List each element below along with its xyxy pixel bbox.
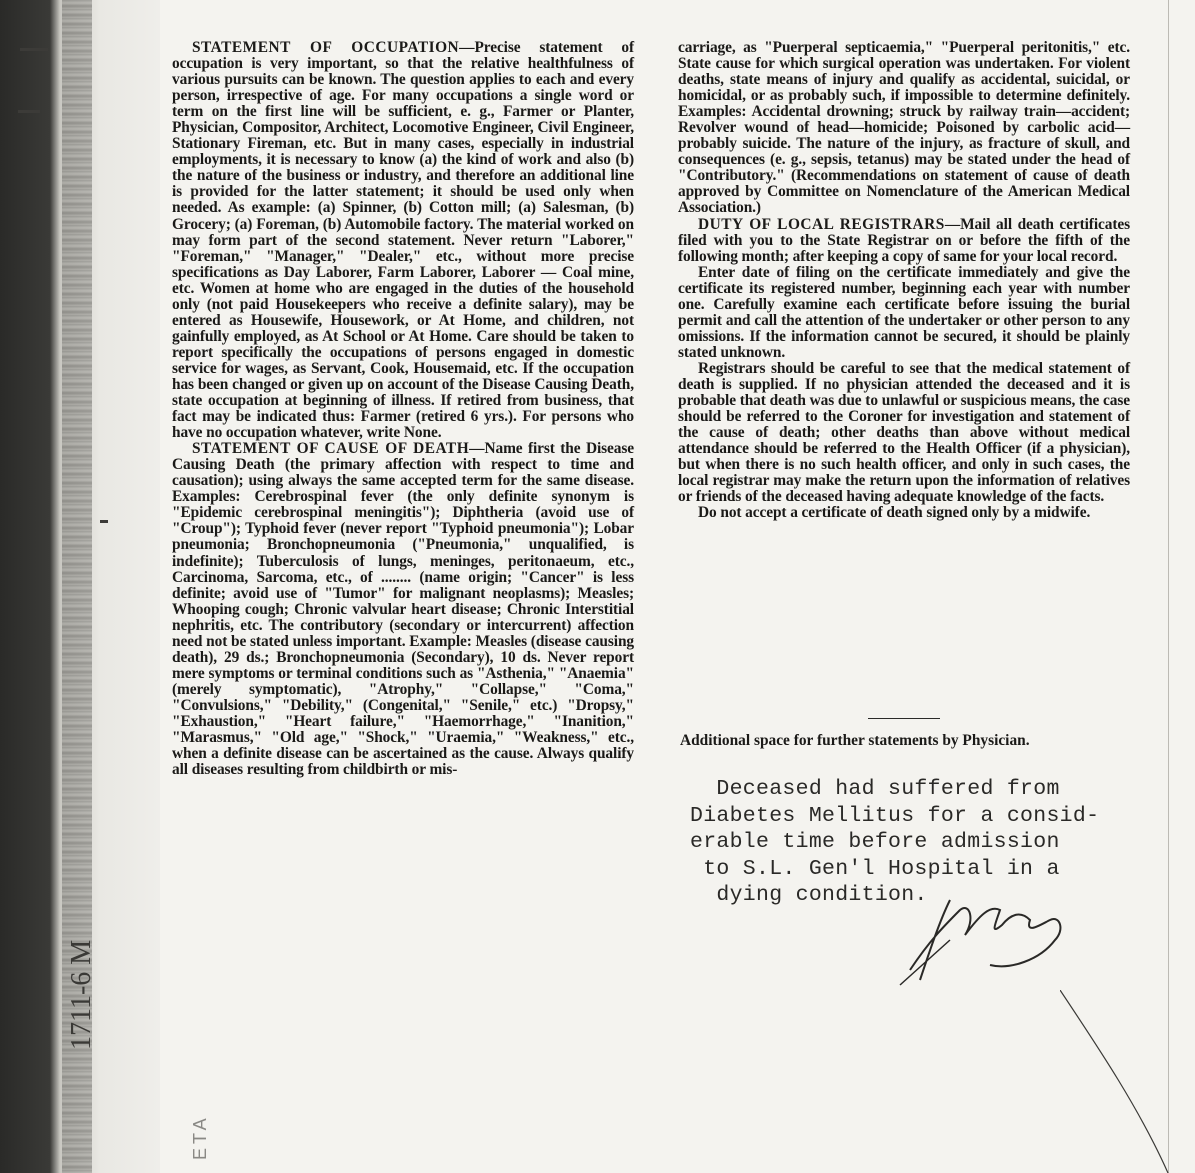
typed-line: Diabetes Mellitus for a consid- [690,803,1100,828]
instructions-right-column [678,40,1130,521]
typed-line: Deceased had suffered from [690,777,1060,801]
continuation-paragraph: carriage, as "Puerperal septicaemia," "Puerperal peritonitis," etc. State cause for which surgical operation was undertaken. For violent deaths, state means of injury and qualify as accidental, suicidal, or homicidal, or as probably such, if impossible to determine definitely. Examples: Accidental drowning; struck by railway train—accident; Revolver wound of head—homicide; Poisoned by carbolic acid—probably suicide. The nature of the injury, as fracture of skull, and consequences (e. g., sepsis, tetanus) may be stated under the head of "Contributory." (Recommendations on statement of cause of death approved by Committee on Nomenclature of the American Medical Association.) [678,39,1130,217]
cause-text: —Name first the Disease Causing Death (the primary affection with respect to time and causation); using always the same accepted term for the same disease. Examples: Cerebrospinal fever (the only definite synonym is "Epidemic cerebrospinal meningitis"); Diphtheria (avoid use of "Croup"); Typhoid fever (never report "Typhoid pneumonia"); Lobar pneumonia; Bronchopneumonia ("Pneumonia," unqualified, is indefinite); Tuberculosis of lungs, meninges, peritonaeum, etc., Carcinoma, Sarcoma, etc., of ........ (name origin; "Cancer" is less definite; avoid use of "Tumor" for malignant neoplasms); Measles; Whooping cough; Chronic valvular heart disease; Chronic Interstitial nephritis, etc. The contributory (secondary or intercurrent) affection need not be stated unless important. Example: Measles (disease causing death), 29 ds.; Bronchopneumonia (Secondary), 10 ds. Never report mere symptoms or terminal conditions such as "Asthenia," "Anaemia" (merely symptomatic), "Atrophy," "Collapse," "Coma," "Convulsions," "Debility," (Congenital," "Senile," etc.) "Dropsy," "Exhaustion," "Heart failure," "Haemorrhage," "Inanition," "Marasmus," "Old age," "Shock," "Uraemia," "Weakness," etc., when a definite disease can be ascertained as the cause. Always qualify all diseases resulting from childbirth or mis- [172,440,634,779]
filing-paragraph: Enter date of filing on the certificate immediately and give the certificate its registered number, beginning each year with number one. Carefully examine each certificate before issuing the burial permit and call the attention of the undertaker or other person to any omissions. If the information cannot be secured, it should be plainly stated unknown. [678,263,1130,361]
instructions-left-column [172,40,634,778]
midwife-paragraph: Do not accept a certificate of death signed only by a midwife. [698,504,1091,522]
typed-line: erable time before admission [690,830,1060,854]
cause-heading: STATEMENT OF CAUSE OF DEATH [192,440,470,458]
margin-mark [18,110,40,113]
physician-signature [890,880,1080,990]
duty-text: —Mail all death certificates filed with you to the State Registrar on or before the fifth of the following month; after keeping a copy of same for your local record. [678,215,1130,265]
occupation-paragraph [172,40,634,441]
margin-rotated-note: 1711-6 M [66,939,97,1050]
duty-paragraph [678,217,1130,265]
stray-pen-line [1060,990,1170,1173]
registrars-paragraph: Registrars should be careful to see that the medical statement of death is supplied. If no physician attended the deceased and it is probable that death was due to unlawful or suspicious means, the case should be referred to the Coroner for investigation and statement of the cause of death; other deaths than above without medical attendance should be referred to the Health Officer (if a physician), but when there is no such health officer, and only in such cases, the local registrar may make the return upon the information of relatives or friends of the deceased having adequate knowledge of the facts. [678,359,1130,506]
typed-line: to S.L. Gen'l Hospital in a [690,856,1060,881]
cause-paragraph [172,441,634,778]
occupation-text: —Precise statement of occupation is very important, so that the relative healthfulness of various pursuits can be known. The question applies to each and every person, irrespective of age. For many occupations a single word or term on the first line will be sufficient, e. g., Farmer or Planter, Physician, Compositor, Architect, Locomotive Engineer, Civil Engineer, Stationary Fireman, etc. But in many cases, especially in industrial employments, it is necessary to know (a) the kind of work and also (b) the nature of the business or industry, and therefore an additional line is provided for the latter statement; it should be used only when needed. As example: (a) Spinner, (b) Cotton mill; (a) Salesman, (b) Grocery; (a) Foreman, (b) Automobile factory. The material worked on may form part of the second statement. Never return "Laborer," "Foreman," "Manager," "Dealer," etc., without more precise specifications as Day Laborer, Farm Laborer, Laborer — Coal mine, etc. Women at home who are engaged in the duties of the household only (not paid Housekeepers who receive a definite salary), may be entered as Housewife, Housework, or At Home, and children, not gainfully employed, as At School or At Home. Care should be taken to report specifically the occupations of persons engaged in domestic service for wages, as Servant, Cook, Housemaid, etc. If the occupation has been changed or given up on account of the Disease Causing Death, state occupation at beginning of illness. If retired from business, that fact may be indicated thus: Farmer (retired 6 yrs.). For persons who have no occupation whatever, write None. [172,39,634,442]
occupation-heading: STATEMENT OF OCCUPATION [192,39,460,56]
section-divider [868,718,940,719]
additional-space-label: Additional space for further statements by Physician. [680,732,1030,749]
typed-line: dying condition. [690,883,928,907]
margin-rotated-stamp: ETA [190,1114,210,1160]
margin-mark [20,48,48,51]
margin-mark [100,520,108,523]
duty-heading: DUTY OF LOCAL REGISTRARS [698,215,945,233]
